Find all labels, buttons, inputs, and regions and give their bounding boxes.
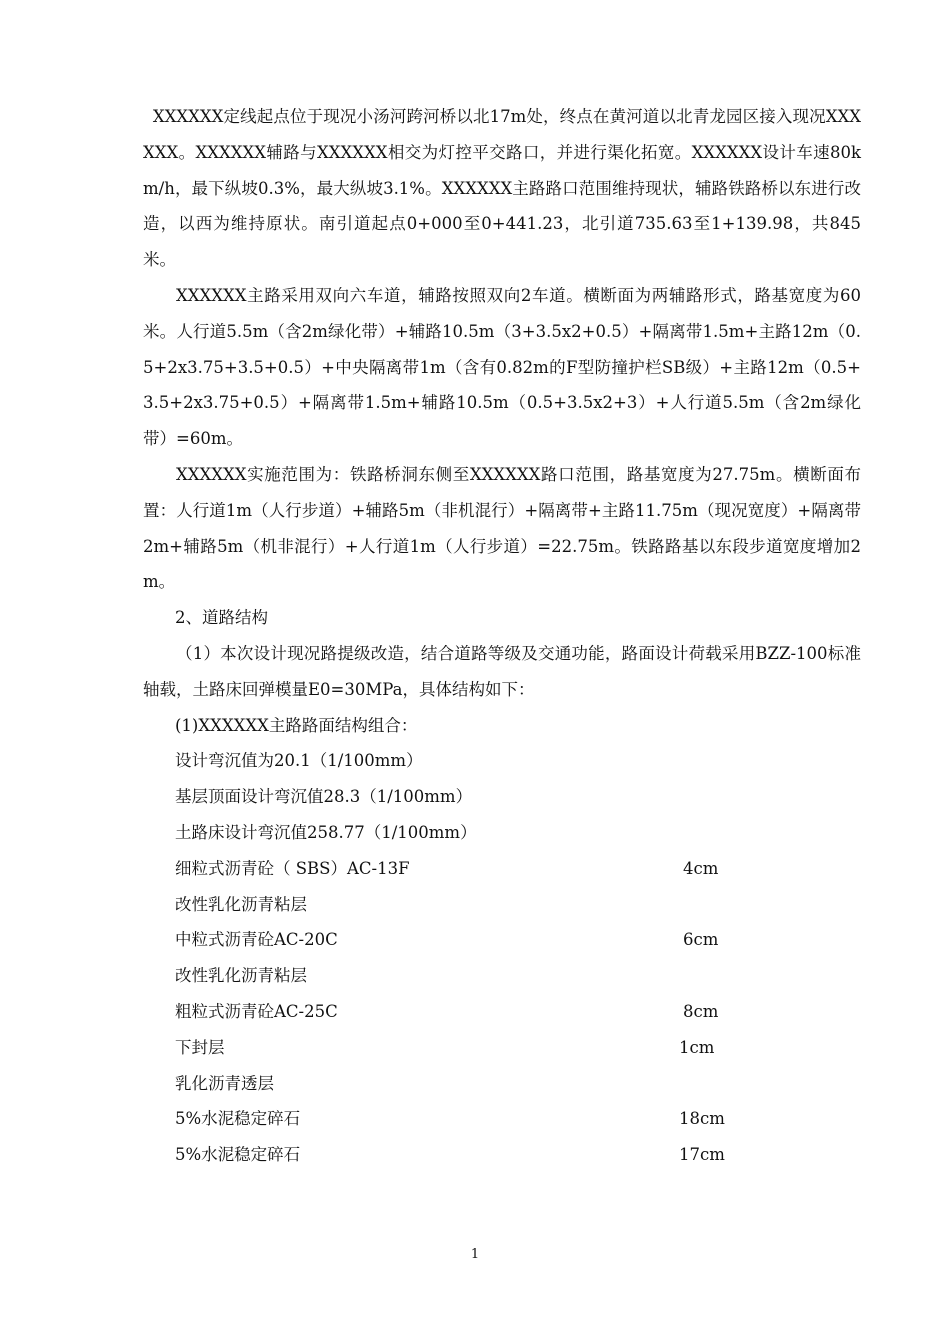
layer-name: 改性乳化沥青粘层 bbox=[175, 894, 307, 914]
layer-name: 粗粒式沥青砼AC-25C bbox=[175, 1001, 338, 1021]
layer-thickness: 1cm bbox=[679, 1037, 715, 1057]
pavement-layer-row bbox=[143, 958, 861, 994]
section-heading-road-structure: 2、道路结构 bbox=[175, 608, 268, 628]
pavement-layer-row bbox=[143, 851, 861, 887]
layer-name: 改性乳化沥青粘层 bbox=[175, 966, 307, 986]
pavement-layer-row bbox=[143, 887, 861, 923]
subheading-main-road-pavement: (1)XXXXXX主路路面结构组合： bbox=[175, 715, 418, 735]
deflection-design-value: 设计弯沉值为20.1（1/100mm） bbox=[175, 751, 423, 771]
layer-name: 乳化沥青透层 bbox=[175, 1073, 274, 1093]
paragraph-cross-section-main: XXXXXX主路采用双向六车道，辅路按照双向2车道。横断面为两辅路形式，路基宽度为60米。人行道5.5m（含2m绿化带）+辅路10.5m（3+3.5x2+0.5）+隔离带1.5m+主路12m（0.5+2x3.75+3.5+0.5）+中央隔离带1m（含有0.82m的F型防撞护栏SB级）+主路12m（0.5+3.5+2x3.75+0.5）+隔离带1.5m+辅路10.5m（0.5+3.5x2+3）+人行道5.5m（含2m绿化带）=60m。 bbox=[143, 285, 861, 449]
layer-thickness: 4cm bbox=[683, 858, 719, 878]
layer-name: 5%水泥稳定碎石 bbox=[175, 1109, 301, 1129]
layer-thickness: 18cm bbox=[679, 1109, 725, 1129]
layer-thickness: 17cm bbox=[679, 1145, 725, 1165]
layer-thickness: 6cm bbox=[683, 930, 719, 950]
layer-name: 下封层 bbox=[175, 1037, 225, 1057]
pavement-layer-row bbox=[143, 1101, 861, 1137]
deflection-subgrade: 土路床设计弯沉值258.77（1/100mm） bbox=[175, 822, 477, 842]
deflection-base-top: 基层顶面设计弯沉值28.3（1/100mm） bbox=[175, 787, 473, 807]
pavement-layer-list bbox=[143, 851, 861, 1173]
document-body bbox=[143, 99, 861, 1173]
page-number: 1 bbox=[470, 1247, 480, 1262]
paragraph-route-overview: XXXXXX定线起点位于现况小汤河跨河桥以北17m处，终点在黄河道以北青龙园区接入现况XXXXXX。XXXXXX辅路与XXXXXX相交为灯控平交路口，并进行渠化拓宽。XXXXXX设计车速80km/h，最下纵坡0.3%，最大纵坡3.1%。XXXXXX主路路口范围维持现状，辅路铁路桥以东进行改造，以西为维持原状。南引道起点0+000至0+441.23，北引道735.63至1+139.98，共845米。 bbox=[143, 107, 861, 270]
paragraph-structure-intro: （1）本次设计现况路提级改造，结合道路等级及交通功能，路面设计荷载采用BZZ-100标准轴载，土路床回弹模量E0=30MPa，具体结构如下： bbox=[143, 643, 861, 699]
pavement-layer-row bbox=[143, 922, 861, 958]
pavement-layer-row bbox=[143, 994, 861, 1030]
layer-thickness: 8cm bbox=[683, 1001, 719, 1021]
layer-name: 中粒式沥青砼AC-20C bbox=[175, 930, 338, 950]
layer-name: 5%水泥稳定碎石 bbox=[175, 1145, 301, 1165]
layer-name: 细粒式沥青砼（ SBS）AC-13F bbox=[175, 858, 410, 878]
paragraph-implementation-scope: XXXXXX实施范围为：铁路桥洞东侧至XXXXXX路口范围，路基宽度为27.75m。横断面布置：人行道1m（人行步道）+辅路5m（非机混行）+隔离带+主路11.75m（现况宽度）+隔离带2m+辅路5m（机非混行）+人行道1m（人行步道）=22.75m。铁路路基以东段步道宽度增加2m。 bbox=[143, 464, 861, 592]
pavement-layer-row bbox=[143, 1030, 861, 1066]
pavement-layer-row bbox=[143, 1066, 861, 1102]
pavement-layer-row bbox=[143, 1137, 861, 1173]
